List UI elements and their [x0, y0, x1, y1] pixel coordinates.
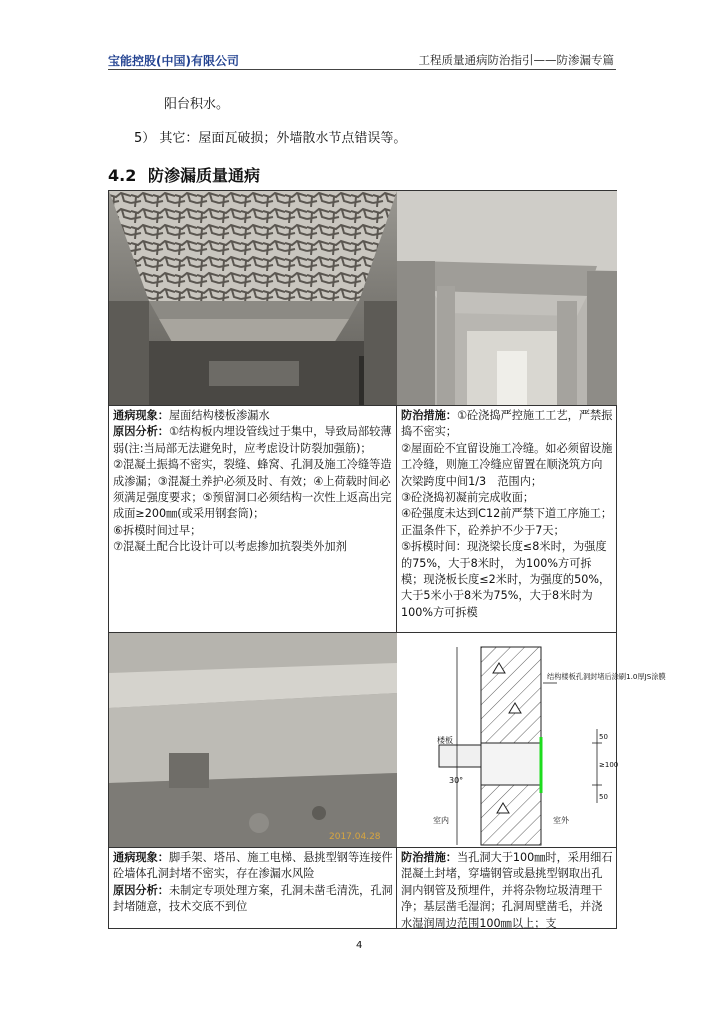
cause-cell-wall-hole: [109, 848, 397, 929]
measure-line-2: [401, 850, 613, 932]
cause-text-3: ⑥拆模时间过早；: [113, 523, 202, 537]
photo-cell-roof-structure: [397, 191, 617, 406]
measure-label: 防治措施：: [401, 409, 457, 422]
section-title: 防渗漏质量通病: [148, 166, 261, 185]
indoor-label: 室内: [433, 816, 449, 825]
section-heading: [108, 163, 260, 186]
measure-text-5: ⑤拆模时间：现浇梁长度≤8米时，为强度的75%，大于8米时， 为100%方可拆模；现浇板长度≤2米时，为强度的50%，大于5米小于8米为75%，大于8米时为100%方可拆模: [401, 540, 611, 619]
phenomenon-line-2: [113, 850, 393, 883]
phenomenon-label: 通病现象：: [113, 409, 169, 422]
measure-text-2b: 当孔洞大于100㎜时，采用细石混凝土封堵，穿墙钢管或悬挑型钢取出孔洞内钢管及预埋件，并将杂物垃圾清理干净；基层凿毛湿润；孔洞周壁凿毛，并浇水湿润周边范围100㎜以上；支: [401, 851, 613, 930]
dimension-bottom: 50: [599, 793, 608, 801]
measure-label-2: 防治措施：: [401, 851, 457, 864]
wall-hole-diagram: [397, 633, 666, 847]
diagram-cell-wall-hole: [397, 633, 666, 848]
angle-label: 30°: [449, 776, 464, 785]
coating-label: 结构楼板孔洞封堵后涂刷1.0厚JS涂膜: [547, 672, 666, 681]
concrete-wall-photo: [109, 633, 397, 847]
measure-text-1: ①砼浇捣严控施工工艺，严禁振捣不密实；: [401, 409, 613, 439]
cause-cell-roof-slab: [109, 406, 397, 633]
section-number: 4.2: [108, 166, 137, 185]
roof-slab-leak-photo: [109, 191, 397, 405]
concrete-ceiling-photo: [397, 191, 617, 405]
intro-line-1: 阳台积水。: [164, 97, 230, 112]
dimension-middle: ≥100: [599, 761, 619, 769]
photo-cell-roof-slab: [109, 191, 397, 406]
dimension-top: 50: [599, 733, 608, 741]
measure-line: [401, 408, 613, 441]
document-title: 工程质量通病防治指引——防渗漏专篇: [418, 53, 614, 67]
photo-timestamp: 2017.04.28: [329, 832, 381, 842]
cause-text-2: ②混凝土振捣不密实，裂缝、蜂窝、孔洞及施工冷缝等造成渗漏；③混凝土养护必须及时、有效；④上荷载时间必须满足强度要求；⑤预留洞口必须结构一次性上返高出完成面≥200㎜(或采用钢套筒)；: [113, 458, 392, 521]
slab-label: 楼板: [437, 736, 453, 745]
phenomenon-text-2: 脚手架、塔吊、施工电梯、悬挑型钢等连接件砼墙体孔洞封堵不密实，存在渗漏水风险: [113, 851, 393, 881]
phenomenon-text: 屋面结构楼板渗漏水: [168, 409, 270, 422]
photo-cell-wall-hole: [109, 633, 397, 848]
wall-section-diagram: [397, 633, 666, 847]
wall-hole-photo: [109, 633, 396, 847]
intro-line-2: 5） 其它：屋面瓦破损；外墙散水节点错误等。: [134, 131, 407, 146]
measure-text-2: ②屋面砼不宜留设施工冷缝。如必须留设施工冷缝，则施工冷缝应留置在顺浇筑方向次梁跨度中间1/3 范围内；: [401, 441, 613, 488]
cause-line: [113, 424, 393, 457]
defect-table: [108, 190, 666, 930]
roof-structure-photo: [397, 191, 616, 405]
cause-text-1: ①结构板内埋设管线过于集中，导致局部较薄弱(注:当局部无法避免时，应考虑设计防裂加强筋)；: [113, 425, 392, 455]
measure-text-3: ③砼浇捣初凝前完成收面；: [401, 491, 535, 505]
cause-text-2b: 未制定专项处理方案，孔洞未凿毛清洗，孔洞封堵随意，技术交底不到位: [113, 883, 393, 914]
measure-cell-roof-slab: [397, 406, 617, 633]
outdoor-label: 室外: [553, 816, 569, 825]
cause-text-4: ⑦混凝土配合比设计可以考虑掺加抗裂类外加剂: [113, 540, 347, 554]
header-divider: [108, 69, 616, 70]
measure-text-4: ④砼强度未达到C12前严禁下道工序施工；正温条件下，砼养护不少于7天；: [401, 507, 613, 537]
cause-line-2: [113, 883, 393, 916]
cause-label: 原因分析：: [113, 425, 169, 439]
cause-label-2: 原因分析：: [113, 883, 169, 897]
phenomenon-label-2: 通病现象：: [113, 851, 169, 864]
measure-cell-wall-hole: [397, 848, 617, 929]
phenomenon-line: [113, 408, 393, 424]
roof-slab-photo: [109, 191, 396, 405]
company-name: 宝能控股(中国)有限公司: [108, 54, 239, 68]
page-number: 4: [356, 940, 363, 951]
